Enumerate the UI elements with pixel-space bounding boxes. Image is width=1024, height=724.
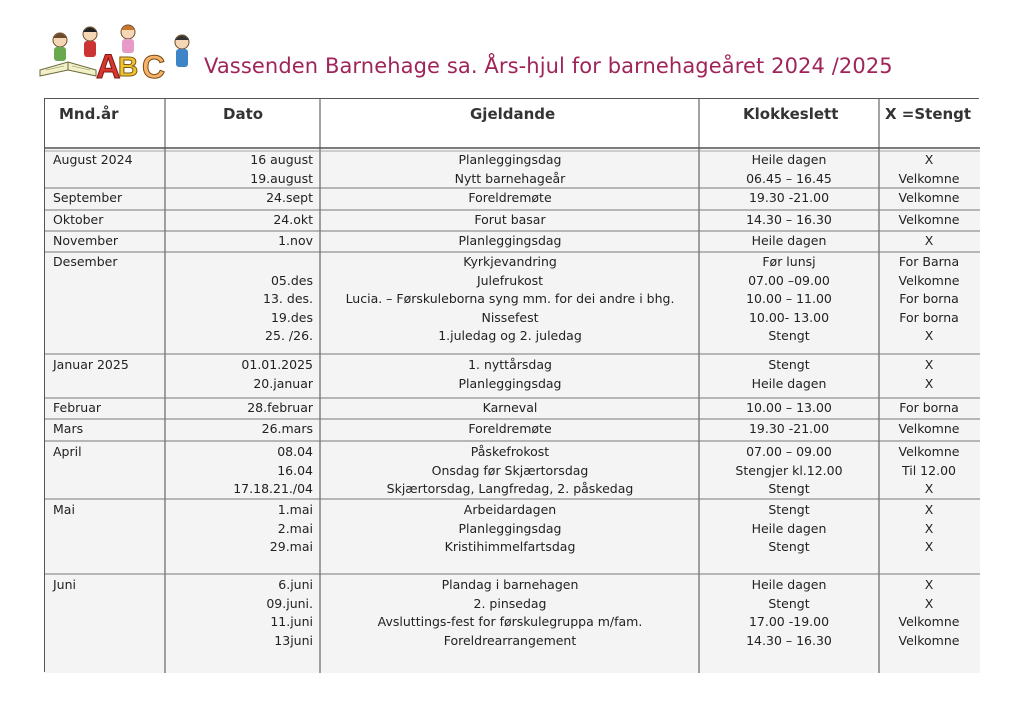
cell-event: Planleggingsdag xyxy=(458,375,562,391)
cell-time: 14.30 – 16.30 xyxy=(746,212,832,227)
children-abc-logo-icon xyxy=(38,20,198,82)
cell-event: Avsluttings-fest for førskulegruppa m/fam. xyxy=(377,614,643,630)
cell-event: 1. nyttårsdag xyxy=(468,357,552,372)
cell-time: Heile dagen xyxy=(751,577,827,592)
cell-time: 07.00 – 09.00 xyxy=(746,444,832,459)
cell-closed: Velkomne xyxy=(898,170,960,186)
table-row-month: September xyxy=(53,190,123,205)
cell-closed: Til 12.00 xyxy=(902,462,956,478)
cell-closed: X xyxy=(924,539,934,555)
cell-time: 17.00 -19.00 xyxy=(748,614,830,630)
cell-time: Heile dagen xyxy=(751,233,827,248)
cell-time: 10.00 – 11.00 xyxy=(746,291,832,307)
cell-event: Forut basar xyxy=(474,212,546,227)
cell-time: 10.00- 13.00 xyxy=(748,309,830,325)
cell-date: 17.18.21./04 xyxy=(233,481,313,497)
cell-event: Nissefest xyxy=(481,309,539,325)
cell-event: Karneval xyxy=(482,400,538,415)
cell-time: Stengt xyxy=(768,328,810,344)
table-row-month: August 2024 xyxy=(53,152,133,167)
cell-date: 09.juni. xyxy=(266,595,313,611)
cell-date: 29.mai xyxy=(269,539,313,555)
cell-time: Stengt xyxy=(768,539,810,555)
column-header-closed: X =Stengt xyxy=(885,105,972,123)
cell-time: 19.30 -21.00 xyxy=(748,190,830,205)
table-row-month: Oktober xyxy=(53,212,104,227)
cell-date: 1.mai xyxy=(277,502,313,517)
table-row-month: Mars xyxy=(53,421,84,436)
cell-closed: X xyxy=(924,357,934,372)
cell-closed: X xyxy=(924,577,934,592)
column-header-month: Mnd.år xyxy=(59,105,119,123)
cell-date: 24.okt xyxy=(273,212,313,227)
cell-time: 14.30 – 16.30 xyxy=(746,632,832,648)
cell-time: 07.00 –09.00 xyxy=(748,272,830,288)
cell-event: Kristihimmelfartsdag xyxy=(444,539,576,555)
cell-closed: X xyxy=(924,595,934,611)
cell-event: Arbeidardagen xyxy=(463,502,557,517)
cell-date: 05.des xyxy=(270,272,313,288)
cell-closed: Velkomne xyxy=(898,614,960,630)
svg-text:C: C xyxy=(142,49,166,82)
cell-date: 26.mars xyxy=(261,421,313,436)
table-row-month: Juni xyxy=(53,577,77,592)
cell-closed: Velkomne xyxy=(898,444,960,459)
cell-date: 16.04 xyxy=(277,462,313,478)
cell-event: 2. pinsedag xyxy=(473,595,547,611)
page-title: Vassenden Barnehage sa. Års-hjul for barnehageåret 2024 /2025 xyxy=(204,54,893,78)
cell-closed: For Barna xyxy=(898,254,960,269)
cell-closed: X xyxy=(924,233,934,248)
cell-closed: Velkomne xyxy=(898,190,960,205)
cell-time: 06.45 – 16.45 xyxy=(746,170,832,186)
cell-date: 28.februar xyxy=(247,400,313,415)
cell-event: Foreldremøte xyxy=(468,421,552,436)
cell-date: 2.mai xyxy=(277,520,313,536)
cell-date: 25. /26. xyxy=(265,328,313,344)
cell-event: Planleggingsdag xyxy=(458,152,562,167)
cell-time: Heile dagen xyxy=(751,520,827,536)
cell-time: Stengt xyxy=(768,595,810,611)
cell-date: 13. des. xyxy=(263,291,313,307)
cell-date: 6.juni xyxy=(278,577,313,592)
table-row-month: April xyxy=(53,444,82,459)
cell-event: Julefrukost xyxy=(476,272,544,288)
column-header-date: Dato xyxy=(223,105,264,123)
cell-closed: X xyxy=(924,375,934,391)
cell-date: 20.januar xyxy=(253,375,313,391)
cell-date: 01.01.2025 xyxy=(241,357,313,372)
cell-time: Stengt xyxy=(768,357,810,372)
page-header xyxy=(38,20,998,86)
cell-closed: Velkomne xyxy=(898,632,960,648)
cell-event: Nytt barnehageår xyxy=(454,170,566,186)
cell-date: 08.04 xyxy=(277,444,313,459)
cell-event: Foreldremøte xyxy=(468,190,552,205)
cell-event: Lucia. – Førskuleborna syng mm. for dei andre i bhg. xyxy=(345,291,675,307)
cell-time: Stengt xyxy=(768,481,810,497)
svg-text:B: B xyxy=(118,51,139,82)
cell-closed: For borna xyxy=(899,309,959,325)
cell-closed: Velkomne xyxy=(898,421,960,436)
column-header-what: Gjeldande xyxy=(470,105,556,123)
cell-time: Før lunsj xyxy=(762,254,816,269)
cell-closed: X xyxy=(924,152,934,167)
svg-text:A: A xyxy=(96,48,121,82)
cell-date: 24.sept xyxy=(266,190,313,205)
cell-date: 1.nov xyxy=(278,233,313,248)
table-row-month: Desember xyxy=(53,254,118,269)
cell-date: 16 august xyxy=(250,152,313,167)
cell-closed: For borna xyxy=(899,291,959,307)
cell-time: 10.00 – 13.00 xyxy=(746,400,832,415)
cell-event: Påskefrokost xyxy=(470,444,550,459)
cell-time: 19.30 -21.00 xyxy=(748,421,830,436)
cell-closed: Velkomne xyxy=(898,272,960,288)
cell-event: Planleggingsdag xyxy=(458,520,562,536)
cell-closed: For borna xyxy=(899,400,959,415)
cell-time: Stengjer kl.12.00 xyxy=(735,462,843,478)
table-row-month: Februar xyxy=(53,400,101,415)
cell-date: 11.juni xyxy=(270,614,313,630)
year-wheel-table xyxy=(44,98,979,672)
cell-event: Skjærtorsdag, Langfredag, 2. påskedag xyxy=(386,481,634,497)
cell-event: 1.juledag og 2. juledag xyxy=(438,328,582,344)
cell-time: Heile dagen xyxy=(751,152,827,167)
cell-event: Onsdag før Skjærtorsdag xyxy=(431,462,589,478)
cell-closed: X xyxy=(924,481,934,497)
cell-date: 19.august xyxy=(250,170,313,186)
cell-closed: X xyxy=(924,502,934,517)
cell-date: 13juni xyxy=(274,632,313,648)
table-row-month: November xyxy=(53,233,119,248)
cell-time: Stengt xyxy=(768,502,810,517)
cell-closed: X xyxy=(924,328,934,344)
cell-time: Heile dagen xyxy=(751,375,827,391)
cell-closed: X xyxy=(924,520,934,536)
cell-closed: Velkomne xyxy=(898,212,960,227)
cell-date: 19.des xyxy=(270,309,313,325)
table-row-month: Januar 2025 xyxy=(53,357,129,372)
cell-event: Foreldrearrangement xyxy=(443,632,577,648)
column-header-time: Klokkeslett xyxy=(743,105,839,123)
cell-event: Kyrkjevandring xyxy=(463,254,557,269)
cell-event: Planleggingsdag xyxy=(458,233,562,248)
table-row-month: Mai xyxy=(53,502,75,517)
cell-event: Plandag i barnehagen xyxy=(441,577,579,592)
